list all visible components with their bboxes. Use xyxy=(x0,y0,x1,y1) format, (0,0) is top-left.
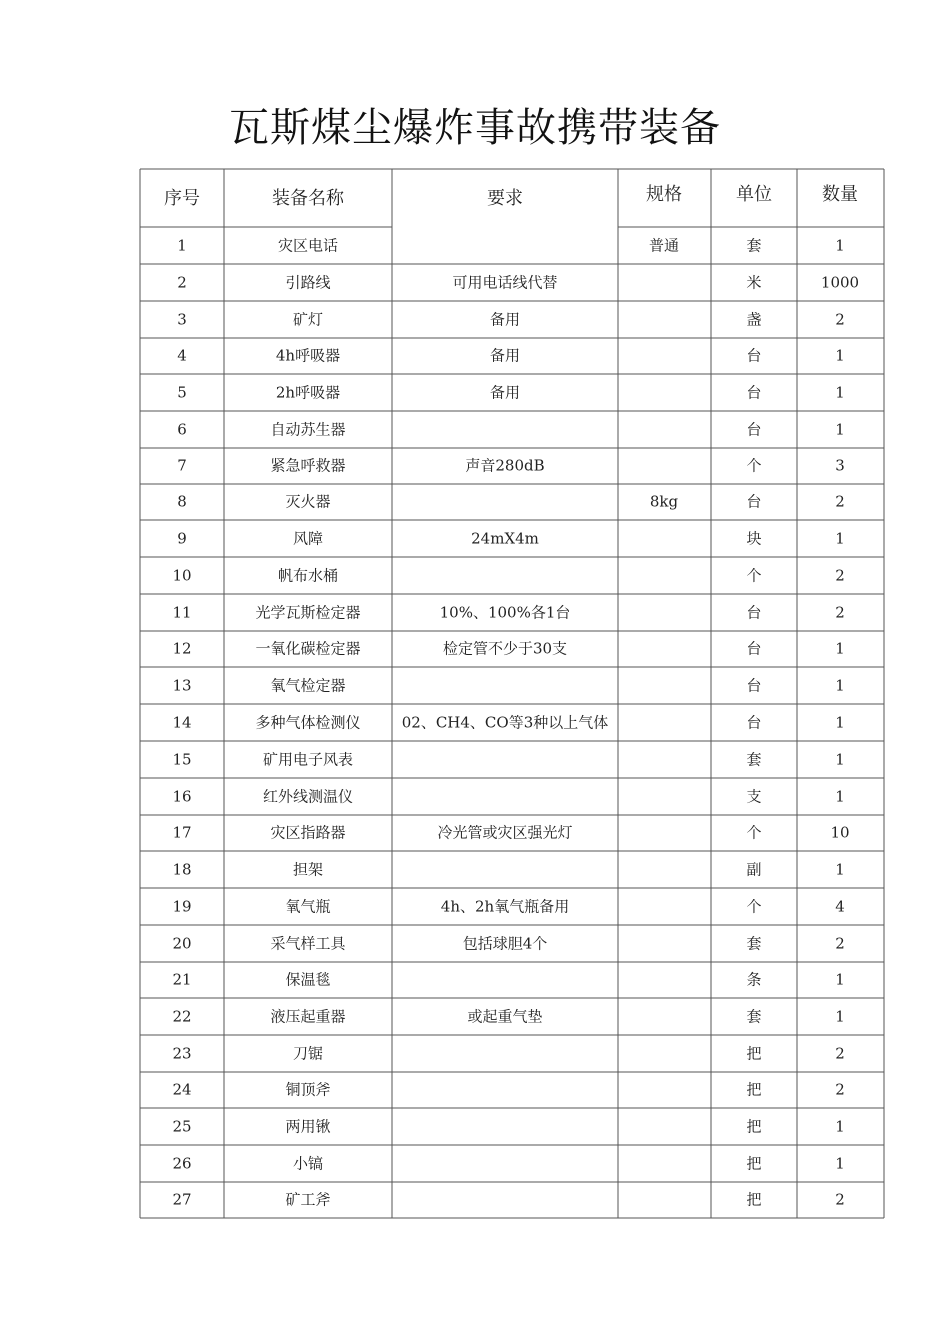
requirement: 备用 xyxy=(489,346,521,365)
requirement: 包括球胆4个 xyxy=(462,934,548,952)
row-number: 17 xyxy=(172,823,192,842)
unit: 副 xyxy=(746,860,762,878)
quantity: 1 xyxy=(835,860,845,878)
quantity: 2 xyxy=(835,934,845,952)
requirement: 可用电话线代替 xyxy=(452,273,558,291)
quantity: 1 xyxy=(835,750,845,768)
equipment-name: 灾区电话 xyxy=(277,236,339,254)
page-title: 瓦斯煤尘爆炸事故携带装备 xyxy=(229,105,721,151)
equipment-name: 担架 xyxy=(292,860,324,878)
equipment-name: 红外线测温仪 xyxy=(262,787,354,805)
unit: 把 xyxy=(746,1117,762,1135)
equipment-name: 刀锯 xyxy=(292,1044,324,1062)
equipment-name: 灾区指路器 xyxy=(270,823,346,842)
spec: 8kg xyxy=(649,492,679,511)
quantity: 1 xyxy=(835,420,845,438)
row-number: 23 xyxy=(172,1044,192,1062)
equipment-name: 采气样工具 xyxy=(270,934,346,952)
quantity: 1 xyxy=(835,1007,845,1025)
quantity: 1 xyxy=(835,1154,845,1172)
unit: 块 xyxy=(746,529,762,547)
row-number: 10 xyxy=(172,566,192,584)
quantity: 10 xyxy=(830,823,850,842)
row-number: 2 xyxy=(177,273,187,291)
equipment-name: 引路线 xyxy=(285,273,331,291)
equipment-name: 矿用电子风表 xyxy=(262,750,354,768)
row-number: 13 xyxy=(172,676,192,694)
requirement: 02、CH4、CO等3种以上气体 xyxy=(401,713,609,731)
equipment-name: 液压起重器 xyxy=(270,1007,346,1025)
row-number: 14 xyxy=(172,713,192,731)
row-number: 24 xyxy=(172,1080,192,1099)
row-number: 16 xyxy=(172,787,192,805)
quantity: 1 xyxy=(835,713,845,731)
row-number: 6 xyxy=(177,420,187,438)
row-number: 8 xyxy=(177,492,187,511)
quantity: 2 xyxy=(835,1080,845,1099)
quantity: 2 xyxy=(835,566,845,584)
equipment-name: 光学瓦斯检定器 xyxy=(255,603,361,621)
equipment-name: 紧急呼救器 xyxy=(270,456,346,475)
unit: 把 xyxy=(746,1080,762,1099)
row-number: 22 xyxy=(172,1007,192,1025)
spec: 普通 xyxy=(648,236,680,254)
row-number: 20 xyxy=(172,934,192,952)
equipment-name: 小镐 xyxy=(292,1154,324,1172)
unit: 米 xyxy=(746,273,762,291)
row-number: 19 xyxy=(172,897,192,915)
header-req: 要求 xyxy=(487,188,523,209)
requirement: 24mX4m xyxy=(471,529,539,547)
quantity: 2 xyxy=(835,1190,845,1209)
row-number: 27 xyxy=(172,1190,192,1209)
quantity: 1 xyxy=(835,1117,845,1135)
quantity: 1 xyxy=(835,236,845,254)
equipment-name: 2h呼吸器 xyxy=(275,383,341,401)
quantity: 2 xyxy=(835,1044,845,1062)
row-number: 4 xyxy=(177,346,187,365)
equipment-name: 铜顶斧 xyxy=(285,1080,331,1099)
equipment-name: 灭火器 xyxy=(285,492,331,511)
equipment-name: 4h呼吸器 xyxy=(275,346,341,365)
quantity: 1 xyxy=(835,676,845,694)
equipment-name: 一氧化碳检定器 xyxy=(255,639,361,658)
row-number: 5 xyxy=(177,383,187,401)
unit: 台 xyxy=(746,676,762,694)
requirement: 备用 xyxy=(489,310,521,328)
unit: 盏 xyxy=(746,310,762,328)
unit: 把 xyxy=(746,1190,762,1209)
unit: 台 xyxy=(746,713,762,731)
quantity: 1 xyxy=(835,639,845,658)
equipment-name: 自动苏生器 xyxy=(270,420,346,438)
row-number: 26 xyxy=(172,1154,192,1172)
equipment-name: 两用锹 xyxy=(285,1117,331,1135)
quantity: 1 xyxy=(835,787,845,805)
unit: 套 xyxy=(746,236,762,254)
unit: 套 xyxy=(746,1007,762,1025)
requirement: 或起重气垫 xyxy=(467,1007,543,1025)
requirement: 声音280dB xyxy=(465,456,545,475)
unit: 个 xyxy=(746,456,762,475)
row-number: 12 xyxy=(172,639,192,658)
row-number: 21 xyxy=(172,970,192,989)
header-unit: 单位 xyxy=(736,184,772,205)
requirement: 备用 xyxy=(489,383,521,401)
unit: 台 xyxy=(746,492,762,511)
unit: 支 xyxy=(746,787,762,805)
quantity: 2 xyxy=(835,310,845,328)
quantity: 1 xyxy=(835,970,845,989)
header-name: 装备名称 xyxy=(272,188,344,209)
quantity: 1 xyxy=(835,346,845,365)
equipment-name: 矿工斧 xyxy=(285,1190,331,1209)
row-number: 25 xyxy=(172,1117,192,1135)
unit: 个 xyxy=(746,897,762,915)
header-spec: 规格 xyxy=(646,184,682,205)
quantity: 4 xyxy=(835,897,845,915)
header-no: 序号 xyxy=(164,188,200,209)
requirement: 检定管不少于30支 xyxy=(442,639,568,658)
row-number: 11 xyxy=(172,603,192,621)
unit: 个 xyxy=(746,566,762,584)
quantity: 1 xyxy=(835,529,845,547)
unit: 个 xyxy=(746,823,762,842)
unit: 条 xyxy=(746,970,762,989)
equipment-name: 多种气体检测仪 xyxy=(255,713,361,731)
equipment-name: 氧气瓶 xyxy=(285,897,331,915)
quantity: 1000 xyxy=(820,273,860,291)
requirement: 冷光管或灾区强光灯 xyxy=(437,823,573,842)
quantity: 2 xyxy=(835,492,845,511)
equipment-name: 矿灯 xyxy=(292,310,324,328)
unit: 把 xyxy=(746,1154,762,1172)
quantity: 3 xyxy=(835,456,845,475)
row-number: 18 xyxy=(172,860,192,878)
equipment-name: 保温毯 xyxy=(285,970,331,989)
unit: 台 xyxy=(746,639,762,658)
unit: 台 xyxy=(746,383,762,401)
equipment-name: 氧气检定器 xyxy=(270,676,346,694)
row-number: 1 xyxy=(177,236,187,254)
unit: 套 xyxy=(746,934,762,952)
header-qty: 数量 xyxy=(822,184,858,205)
quantity: 2 xyxy=(835,603,845,621)
requirement: 4h、2h氧气瓶备用 xyxy=(440,897,570,915)
equipment-name: 风障 xyxy=(292,529,324,547)
unit: 台 xyxy=(746,346,762,365)
equipment-name: 帆布水桶 xyxy=(277,566,339,584)
requirement: 10%、100%各1台 xyxy=(439,603,571,621)
row-number: 7 xyxy=(177,456,187,475)
quantity: 1 xyxy=(835,383,845,401)
row-number: 9 xyxy=(177,529,187,547)
row-number: 15 xyxy=(172,750,192,768)
row-number: 3 xyxy=(177,310,187,328)
unit: 把 xyxy=(746,1044,762,1062)
unit: 台 xyxy=(746,603,762,621)
unit: 台 xyxy=(746,420,762,438)
unit: 套 xyxy=(746,750,762,768)
